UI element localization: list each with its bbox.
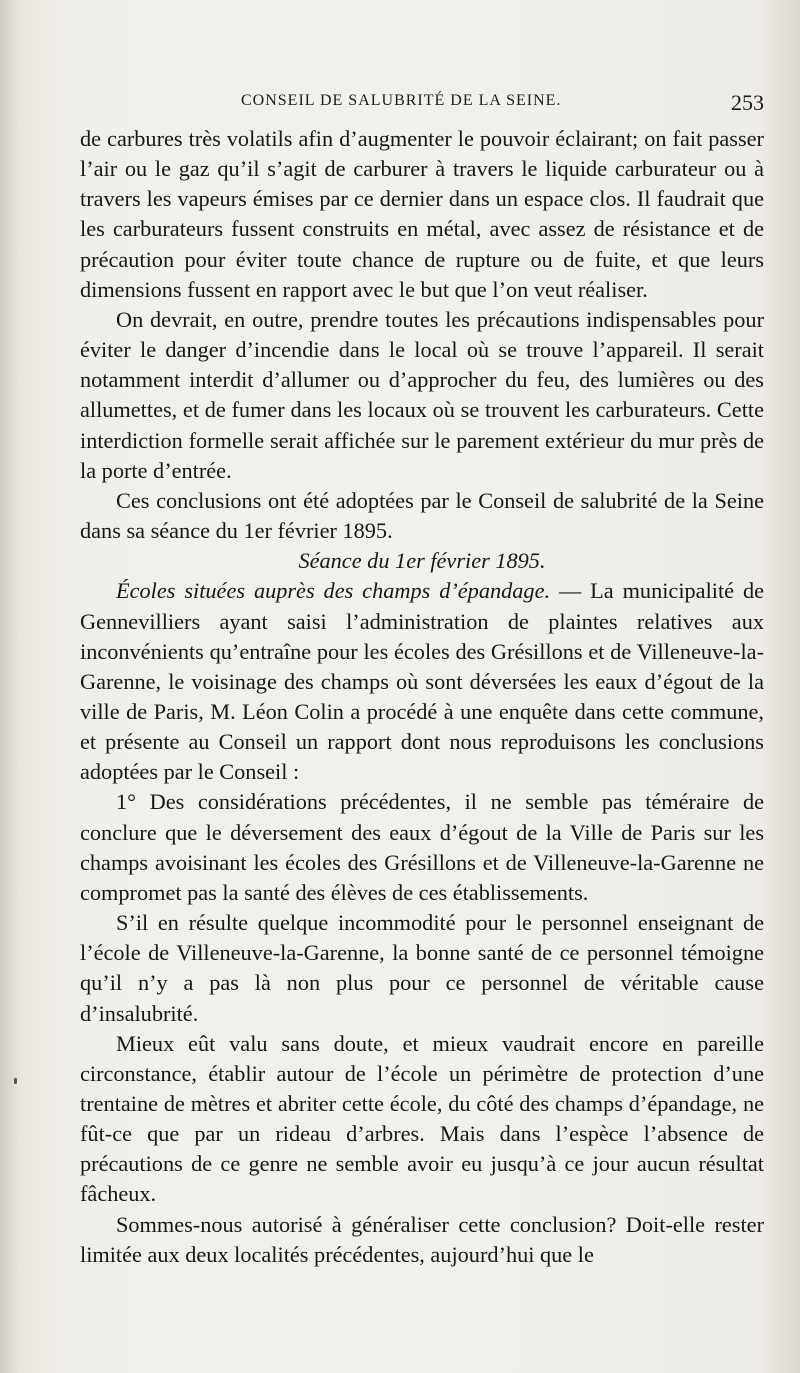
paragraph-carburateurs: de carbures très volatils afin d’augmenter le pouvoir éclairant; on fait passer l’air ou le gaz qu’il s’agit de carburer à travers le liquide carburateur ou à travers les vapeurs émises par ce dernier dans un espace clos. Il faudrait que les carburateurs fussent construits en métal, avec assez de résistance et de précaution pour éviter toute chance de rupture ou de fuite, et que leurs dimensions fussent en rapport avec le but que l’on veut réaliser. (80, 126, 764, 302)
paragraph-mieux: Mieux eût valu sans doute, et mieux vaudrait encore en pareille circonstance, établir autour de l’école un périmètre de protection d’une trentaine de mètres et abriter cette école, du côté des champs d’épandage, ne fût-ce que par un rideau d’arbres. Mais dans l’espèce l’absence de précautions de ce genre ne semble avoir eu jusqu’à ce jour aucun résultat fâcheux. (80, 1030, 764, 1207)
section-title-ecoles: Écoles situées auprès des champs d’épandage. (116, 578, 551, 604)
paragraph-sommes-nous: Sommes-nous autorisé à généraliser cette conclusion? Doit-elle rester limitée aux deux localités précédentes, aujourd’hui que le (80, 1211, 764, 1267)
paragraph-conclusions-adoptees: Ces conclusions ont été adoptées par le Conseil de salubrité de la Seine dans sa séance du 1er février 1895. (80, 487, 764, 544)
paragraph-ecoles-text: — La municipalité de Gennevilliers ayant saisi l’administration de plaintes relatives aux inconvénients qu’entraîne pour les écoles des Grésillons et de Villeneuve-la-Garenne, le voisinage des champs où sont déversées les eaux d’égout de la ville de Paris, M. Léon Colin a procédé à une enquête dans cette commune, et présente au Conseil un rapport dont nous reproduisons les conclusions adoptées par le Conseil : (80, 578, 765, 785)
paragraph-ecoles (80, 576, 764, 787)
paragraph-incommodite: S’il en résulte quelque incommodité pour le personnel enseignant de l’école de Villeneuve-la-Garenne, la bonne santé de ce personnel témoigne qu’il n’y a pas là non plus pour ce personnel de véritable cause d’insalubrité. (80, 910, 764, 1026)
margin-mark (14, 1078, 17, 1084)
paragraph-precautions: On devrait, en outre, prendre toutes les précautions indispensables pour éviter le danger d’incendie dans le local où se trouve l’appareil. Il serait notamment interdit d’allumer ou d’approcher du feu, des lumières ou des allumettes, et de fumer dans les locaux où se trouvent les carburateurs. Cette interdiction formelle serait affichée sur le parement extérieur du mur près de la porte d’entrée. (80, 306, 764, 483)
session-heading: Séance du 1er février 1895. (298, 548, 546, 574)
body-text (80, 124, 764, 1270)
page-header (104, 90, 766, 116)
page-number: 253 (731, 90, 764, 115)
running-title: CONSEIL DE SALUBRITÉ DE LA SEINE. (241, 92, 562, 109)
paragraph-conclusion-1: 1° Des considérations précédentes, il ne semble pas téméraire de conclure que le déversement des eaux d’égout de la Ville de Paris sur les champs avoisinant les écoles des Grésillons et de Villeneuve-la-Garenne ne compromet pas la santé des élèves de ces établissements. (80, 789, 764, 905)
